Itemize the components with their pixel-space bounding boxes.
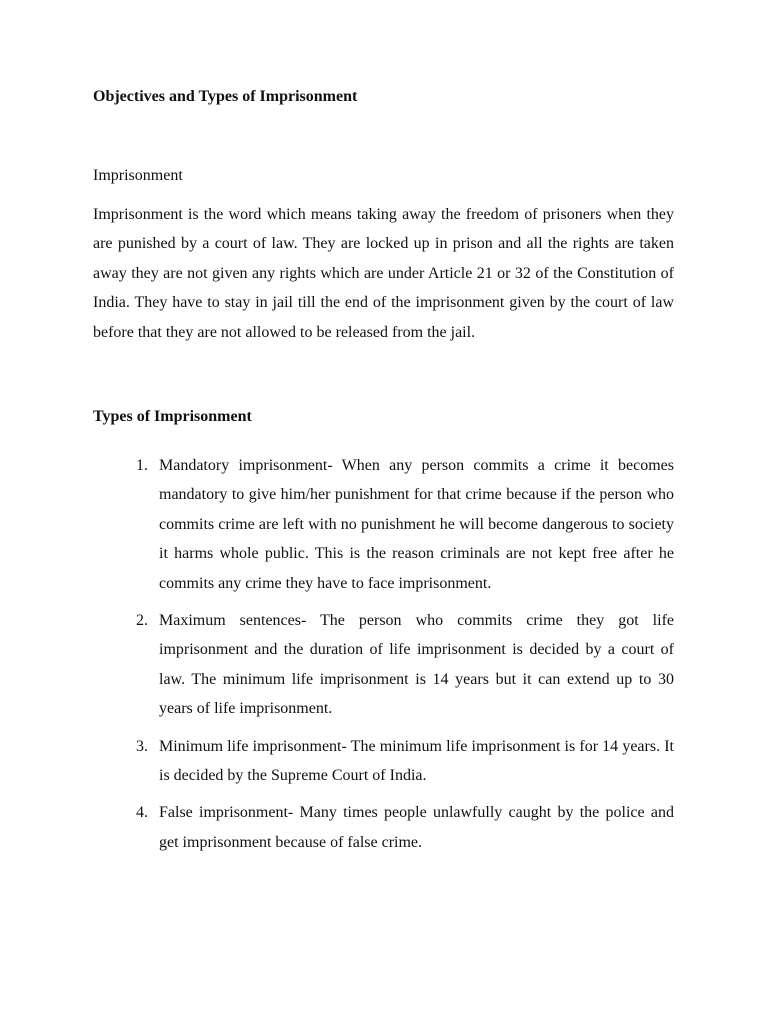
list-item: [93, 732, 674, 791]
list-item-number: 4.: [136, 804, 148, 822]
list-item: [93, 798, 674, 857]
intro-paragraph: Imprisonment is the word which means taking away the freedom of prisoners when they are punished by a court of law. They are locked up in prison and all the rights are taken away they are not given any rights which are under Article 21 or 32 of the Constitution of India. They have to stay in jail till the end of the imprisonment given by the court of law before that they are not allowed to be released from the jail.: [93, 206, 674, 341]
list-item: [93, 451, 674, 598]
list-item-text: Minimum life imprisonment- The minimum life imprisonment is for 14 years. It is decided by the Supreme Court of India.: [159, 737, 674, 785]
types-list: [93, 451, 674, 865]
list-item: [93, 606, 674, 724]
list-item-text: Mandatory imprisonment- When any person commits a crime it becomes mandatory to give him/her punishment for that crime because if the person who commits crime are left with no punishment he will become dangerous to society it harms whole public. This is the reason criminals are not kept free after he commits any crime they have to face imprisonment.: [159, 457, 674, 592]
document-title: Objectives and Types of Imprisonment: [93, 88, 358, 105]
section-label: Imprisonment: [93, 167, 183, 184]
types-heading: Types of Imprisonment: [93, 408, 252, 425]
list-item-number: 2.: [136, 612, 148, 630]
list-item-number: 1.: [136, 457, 148, 474]
list-item-number: 3.: [136, 737, 148, 755]
list-item-text: Maximum sentences- The person who commits crime they got life imprisonment and the duration of life imprisonment is decided by a court of law. The minimum life imprisonment is 14 years but it can extend up to 30 years of life imprisonment.: [159, 612, 674, 718]
list-item-text: False imprisonment- Many times people unlawfully caught by the police and get imprisonment because of false crime.: [159, 804, 674, 851]
